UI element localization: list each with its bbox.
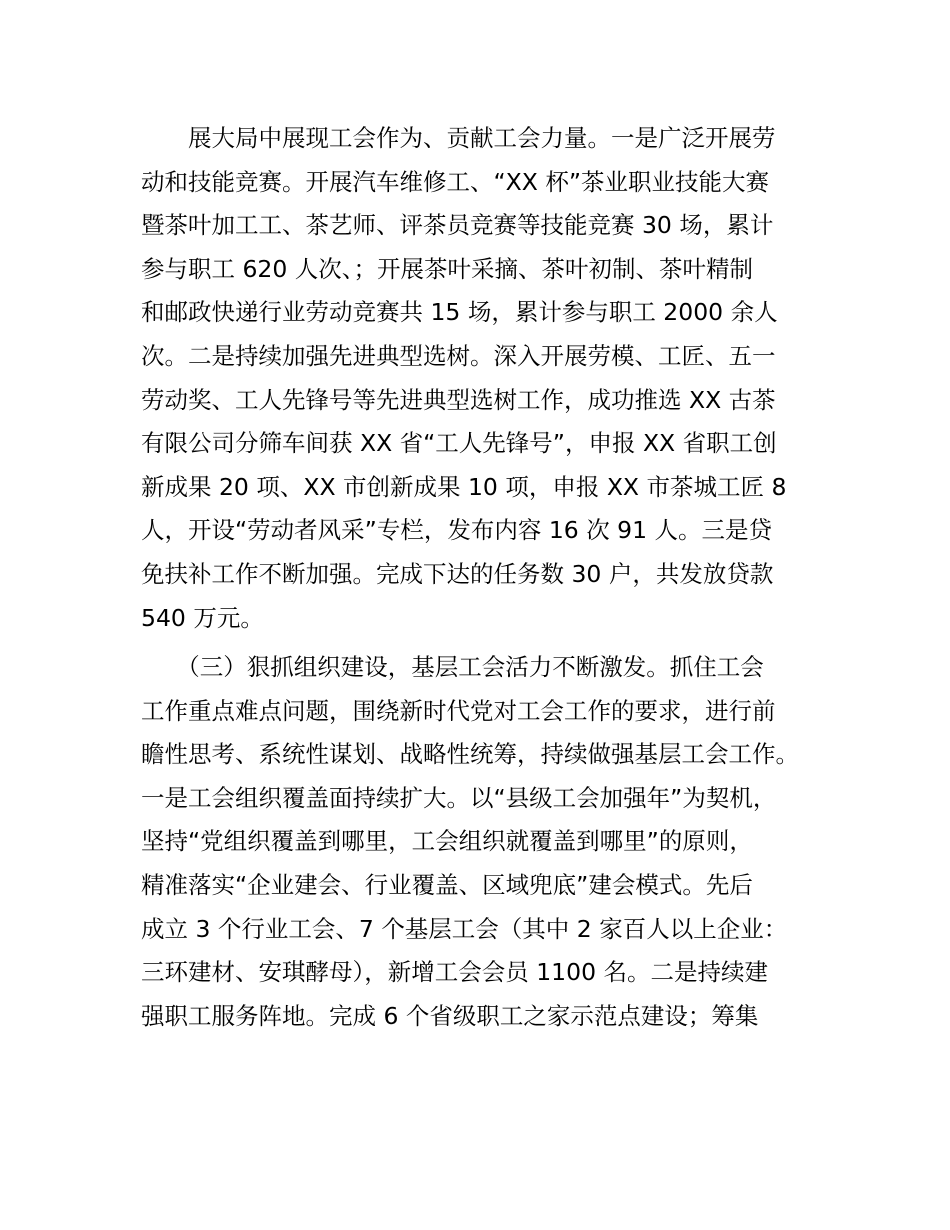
text-line: 暨茶叶加工工、茶艺师、评茶员竞赛等技能竞赛 30 场，累计 xyxy=(141,211,774,240)
text-line: 成立 3 个行业工会、7 个基层工会（其中 2 家百人以上企业： xyxy=(141,914,788,943)
text-line: 坚持“党组织覆盖到哪里，工会组织就覆盖到哪里”的原则， xyxy=(141,827,753,856)
text-line: 一是工会组织覆盖面持续扩大。以“县级工会加强年”为契机， xyxy=(141,783,777,812)
text-line: 精准落实“企业建会、行业覆盖、区域兜底”建会模式。先后 xyxy=(141,870,753,899)
text-line: 工作重点难点问题，围绕新时代党对工会工作的要求，进行前 xyxy=(141,696,776,725)
text-line: 瞻性思考、系统性谋划、战略性统筹，持续做强基层工会工作。 xyxy=(141,740,799,769)
text-line: 动和技能竞赛。开展汽车维修工、“XX 杯”茶业职业技能大赛 xyxy=(141,167,770,196)
paragraph-organization-building xyxy=(141,646,841,1038)
text-line: 人，开设“劳动者风采”专栏，发布内容 16 次 91 人。三是贷 xyxy=(141,516,773,545)
text-line: 540 万元。 xyxy=(141,603,264,632)
text-line: 新成果 20 项、XX 市创新成果 10 项，申报 XX 市茶城工匠 8 xyxy=(141,472,787,501)
paragraph-labor-competition xyxy=(141,117,841,640)
text-line: 有限公司分筛车间获 XX 省“工人先锋号”，申报 XX 省职工创 xyxy=(141,429,777,458)
text-line: 强职工服务阵地。完成 6 个省级职工之家示范点建设；筹集 xyxy=(141,1001,759,1030)
text-line: 参与职工 620 人次、；开展茶叶采摘、茶叶初制、茶叶精制 xyxy=(141,254,754,283)
text-line: 劳动奖、工人先锋号等先进典型选树工作，成功推选 XX 古茶 xyxy=(141,385,776,414)
text-line: （三）狠抓组织建设，基层工会活力不断激发。抓住工会 xyxy=(141,653,764,681)
text-line: 免扶补工作不断加强。完成下达的任务数 30 户，共发放贷款 xyxy=(141,559,774,588)
text-line: 展大局中展现工会作为、贡献工会力量。一是广泛开展劳 xyxy=(141,124,776,152)
text-line: 和邮政快递行业劳动竞赛共 15 场，累计参与职工 2000 余人 xyxy=(141,298,778,327)
text-line: 三环建材、安琪酵母），新增工会会员 1100 名。二是持续建 xyxy=(141,958,768,987)
text-line: 次。二是持续加强先进典型选树。深入开展劳模、工匠、五一 xyxy=(141,341,776,370)
